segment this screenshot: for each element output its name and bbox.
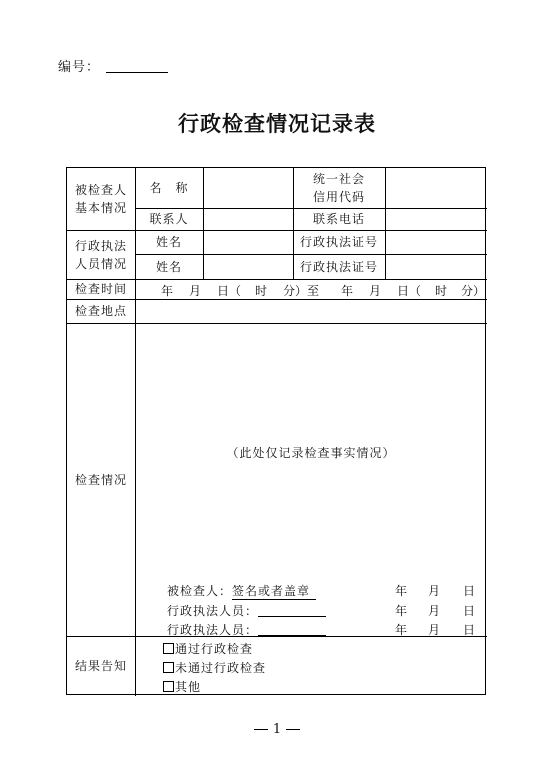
officer-name-field-2[interactable] [203, 254, 293, 279]
contact-field[interactable] [203, 208, 293, 230]
time-year-2: 年 [341, 284, 354, 298]
sign-inspected-label: 被检查人： [167, 584, 233, 598]
inspection-form [66, 167, 486, 695]
time-hour-2: 时 [435, 284, 448, 298]
date-day-3: 日 [463, 623, 476, 637]
sign-officer-2 [167, 621, 326, 638]
phone-label: 联系电话 [312, 212, 365, 226]
sign-inspected [167, 582, 316, 600]
page-number: 1 [0, 722, 554, 737]
time-label: 检查时间 [74, 282, 127, 296]
date-month-3: 月 [428, 623, 441, 637]
officer-cert-label-1: 行政执法证号 [299, 235, 378, 249]
result-option-pass[interactable]: 通过行政检查 [163, 640, 253, 657]
place-label: 检查地点 [74, 304, 127, 318]
officer-name-field-1[interactable] [203, 230, 293, 254]
time-day-2: 日（ [397, 284, 422, 298]
time-hour-1: 时 [255, 284, 268, 298]
sign-inspected-value[interactable]: 签名或者盖章 [232, 582, 316, 600]
time-month-1: 月 [189, 284, 202, 298]
sign-officer-label-2: 行政执法人员： [167, 623, 259, 637]
name-label: 名 称 [149, 181, 189, 195]
time-minute-2: 分） [461, 284, 486, 298]
sign-officer-blank-1[interactable] [258, 604, 326, 617]
serial-label: 编号： [58, 60, 101, 75]
time-day-1: 日（ [217, 284, 242, 298]
sign-officer-label-1: 行政执法人员： [167, 604, 259, 618]
officer-name-label-2: 姓名 [155, 259, 182, 274]
date-year-3: 年 [395, 623, 408, 637]
phone-field[interactable] [385, 208, 487, 230]
inspected-party-header: 被检查人 基本情况 [74, 183, 127, 215]
date-day-2: 日 [463, 604, 476, 618]
officer-header: 行政执法 人员情况 [74, 238, 127, 271]
time-month-2: 月 [369, 284, 382, 298]
serial-blank[interactable] [106, 60, 168, 73]
checkbox-icon[interactable] [163, 662, 174, 673]
serial-number [58, 56, 168, 75]
credit-code-label: 统一社会 信用代码 [312, 172, 365, 204]
sign-officer-1 [167, 602, 326, 619]
form-title: 行政检查情况记录表 [178, 111, 376, 136]
officer-cert-field-2[interactable] [385, 254, 487, 279]
situation-note: （此处仅记录检查事实情况） [226, 446, 396, 460]
date-year-2: 年 [395, 604, 408, 618]
result-option-other[interactable]: 其他 [163, 678, 201, 695]
officer-name-label-1: 姓名 [155, 235, 182, 249]
date-month-1: 月 [428, 584, 441, 598]
credit-code-field[interactable] [385, 168, 487, 208]
checkbox-icon[interactable] [163, 643, 174, 654]
name-field[interactable] [203, 168, 293, 208]
time-minute-1: 分）至 [283, 284, 320, 298]
date-day-1: 日 [463, 584, 476, 598]
time-year-1: 年 [161, 284, 174, 298]
checkbox-icon[interactable] [163, 681, 174, 692]
date-year-1: 年 [395, 584, 408, 598]
situation-label: 检查情况 [74, 472, 127, 487]
sign-officer-blank-2[interactable] [258, 623, 326, 636]
contact-label: 联系人 [149, 212, 189, 226]
result-option-fail[interactable]: 未通过行政检查 [163, 659, 266, 676]
officer-cert-label-2: 行政执法证号 [299, 259, 378, 274]
officer-cert-field-1[interactable] [385, 230, 487, 254]
date-month-2: 月 [428, 604, 441, 618]
result-label: 结果告知 [74, 659, 127, 673]
place-field[interactable] [135, 299, 487, 323]
inspection-time-field[interactable] [135, 282, 487, 300]
